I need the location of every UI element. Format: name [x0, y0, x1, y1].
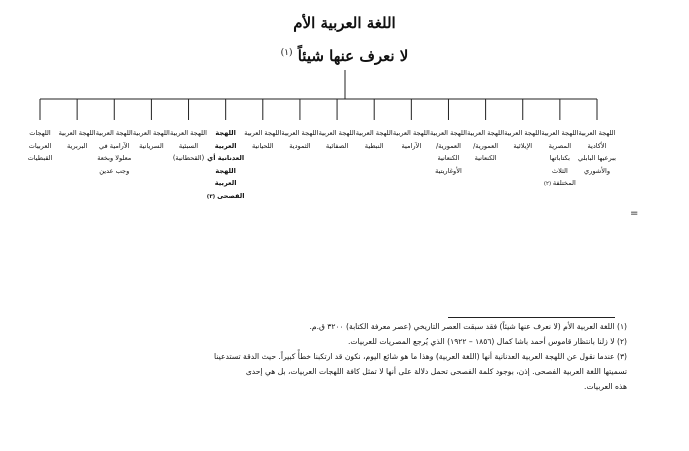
branch-label: اللهجة العربية السريانية [132, 129, 170, 150]
branch-label: اللهجة العربية الصفائية [318, 129, 356, 150]
footnote-rule [448, 317, 615, 318]
branch-label: اللهجات العربيات القبطيات [27, 129, 53, 162]
branch-footnote-mark: (٣) [206, 193, 218, 200]
footnote-3-continued: تسميتها اللغة العربية الفصحى. إذن، بوجود كلمة الفصحى تحمل دلالة على أنها لا تمثل كافة اللهجات العربيات، بل هي إحدى [245, 367, 627, 376]
footnote-1: (١) اللغة العربية الأم (لا نعرف عنها شيئاً) فقد سبقت العصر التاريخي (عصر معرفة الكتابة) ٣٢٠٠ ق.م. [309, 322, 627, 331]
branch-label: اللهجة العربية البربرية [58, 129, 96, 150]
subtitle-text: لا نعرف عنها شيئاً [297, 47, 409, 65]
branch-label: اللهجة العربية الآرامية [392, 129, 430, 150]
footnote-3-end: هذه العربيات. [584, 382, 627, 391]
branch-node [467, 127, 505, 165]
branch-node [504, 127, 542, 152]
branch-node [318, 127, 356, 152]
branch-label: اللهجة العربية الآرامية في معلولا وبخعة وجب عدين [95, 129, 133, 175]
branch-node [281, 127, 319, 152]
branch-label: اللهجة العربية الثمودية [281, 129, 319, 150]
branch-node [170, 127, 208, 165]
branch-node [578, 127, 616, 177]
branch-node [355, 127, 393, 152]
diagram-title: اللغة العربية الأم [293, 14, 396, 32]
branch-label: اللهجة العربية اللحيانية [244, 129, 282, 150]
branch-node [58, 127, 96, 152]
branch-node [392, 127, 430, 152]
branch-node [95, 127, 133, 177]
stray-mark: = [630, 208, 639, 219]
branch-label: اللهجة العربية النبطية [355, 129, 393, 150]
branch-label: اللهجة العربية الأكادية ببرعيها البابلي والأشوري [578, 129, 616, 175]
branch-label: اللهجة العربية السبئية (القحطانية) [170, 129, 208, 162]
branch-node [541, 127, 579, 191]
branch-label: اللهجة العربية المصرية بكتاباتها الثلاث المختلفة [541, 129, 579, 187]
branch-node [132, 127, 170, 152]
branch-label: اللهجة العربية الإبلائية [504, 129, 542, 150]
subtitle-footnote-mark: (١) [280, 48, 293, 58]
branch-node [429, 127, 467, 177]
branch-node [21, 127, 59, 165]
branch-label: اللهجة العربية العمورية/ الكنعانية [467, 129, 505, 162]
branch-label: اللهجة العربية العمورية/ الكنعانية الأوغاريتية [429, 129, 467, 175]
branch-label: اللهجة العربية العدنانية أي اللهجة العربية الفصحى [207, 129, 245, 200]
branch-footnote-mark: (٢) [543, 181, 553, 187]
footnote-3: (٣) عندما نقول عن اللهجة العربية العدنانية أنها (اللغة العربية) وهذا ما هو شائع اليوم، نكون قد ارتكبنا خطأً كبيراً. حيث الدقة تستدعينا [214, 352, 627, 361]
branch-node [207, 127, 245, 203]
branch-node [244, 127, 282, 152]
diagram-subtitle [0, 47, 689, 65]
footnote-2: (٢) لا زلنا بانتظار قاموس أحمد باشا كمال (١٨٥٦ – ١٩٢٢) الذي يُرجع المصريات للعربيات. [347, 337, 627, 346]
